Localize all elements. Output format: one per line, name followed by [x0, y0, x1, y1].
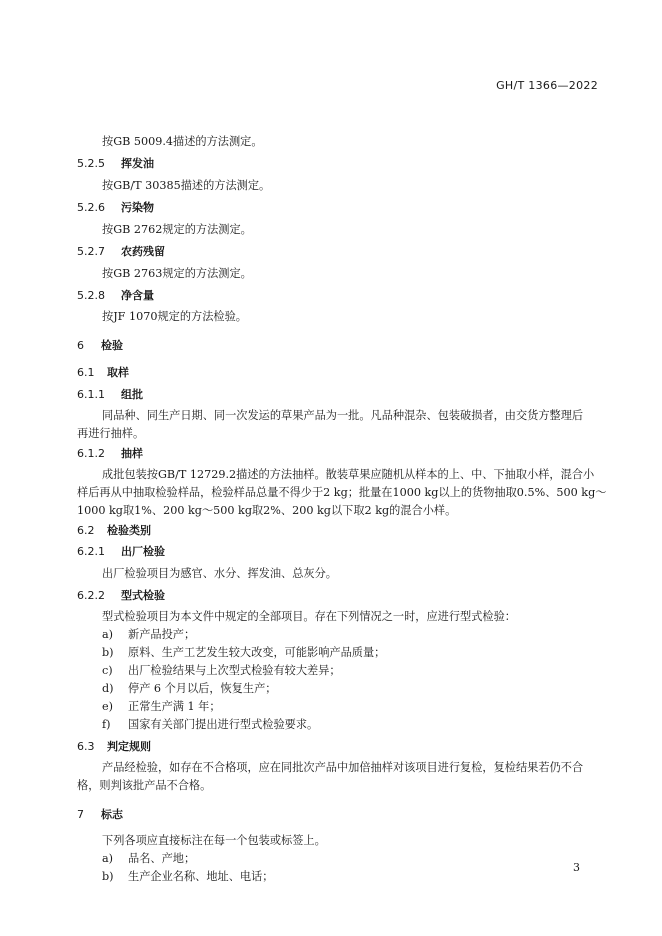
clause-number: 6.2.2	[77, 589, 105, 602]
list-item-text: 停产 6 个月以后，恢复生产；	[128, 682, 277, 695]
list-marker: a)	[102, 852, 114, 865]
list-item-text: 品名、产地；	[128, 852, 196, 865]
paragraph: 按GB/T 30385描述的方法测定。	[102, 179, 271, 192]
paragraph: 下列各项应直接标注在每一个包装或标签上。	[102, 834, 326, 847]
paragraph: 出厂检验项目为感官、水分、挥发油、总灰分。	[102, 567, 337, 580]
list-item-text: 国家有关部门提出进行型式检验要求。	[128, 718, 319, 731]
clause-title: 检验类别	[107, 524, 151, 537]
clause-heading-6-3	[77, 738, 151, 756]
clause-title: 判定规则	[107, 740, 151, 753]
clause-number: 6.1.2	[77, 447, 105, 460]
clause-heading-6-2-2	[77, 587, 165, 605]
list-item	[102, 716, 318, 734]
chapter-number: 7	[77, 808, 84, 821]
list-item-text: 正常生产满 1 年；	[128, 700, 221, 713]
clause-heading-6-2-1	[77, 543, 165, 561]
chapter-title: 检验	[101, 339, 123, 352]
paragraph: 型式检验项目为本文件中规定的全部项目。存在下列情况之一时，应进行型式检验：	[102, 610, 516, 623]
page-number: 3	[573, 861, 580, 874]
clause-number: 5.2.8	[77, 289, 105, 302]
list-marker: d)	[102, 682, 114, 695]
clause-number: 6.1.1	[77, 388, 105, 401]
paragraph-line: 再进行抽样。	[77, 427, 145, 440]
clause-title: 抽样	[121, 447, 143, 460]
clause-heading-5-2-7	[77, 243, 165, 261]
clause-heading-5-2-8	[77, 287, 154, 305]
clause-title: 农药残留	[121, 245, 165, 258]
list-marker: e)	[102, 700, 113, 713]
list-item-text: 出厂检验结果与上次型式检验有较大差异；	[128, 664, 341, 677]
list-marker: a)	[102, 628, 114, 641]
paragraph: 按GB 5009.4描述的方法测定。	[102, 135, 263, 148]
clause-number: 6.3	[77, 740, 95, 753]
list-item	[102, 662, 341, 680]
clause-heading-6-2	[77, 522, 151, 540]
list-item	[102, 626, 195, 644]
chapter-title: 标志	[101, 808, 123, 821]
paragraph: 按JF 1070规定的方法检验。	[102, 310, 247, 323]
paragraph-line: 样后再从中抽取检验样品，检验样品总量不得少于2 kg；批量在1000 kg以上的货物抽取0.5%、500 kg～	[77, 486, 607, 499]
clause-number: 6.1	[77, 366, 95, 379]
list-marker: c)	[102, 664, 113, 677]
paragraph: 按GB 2762规定的方法测定。	[102, 223, 252, 236]
list-marker: b)	[102, 870, 114, 883]
standard-code: GH/T 1366—2022	[496, 79, 598, 92]
clause-title: 型式检验	[121, 589, 165, 602]
list-item	[102, 868, 273, 886]
paragraph-line: 同品种、同生产日期、同一次发运的草果产品为一批。凡品种混杂、包装破损者，由交货方整理后	[102, 409, 584, 422]
clause-number: 6.2	[77, 524, 95, 537]
clause-heading-6-1-1	[77, 386, 143, 404]
list-item-text: 新产品投产；	[128, 628, 196, 641]
list-item	[102, 698, 221, 716]
paragraph-line: 产品经检验，如存在不合格项，应在同批次产品中加倍抽样对该项目进行复检，复检结果若仍不合	[102, 761, 584, 774]
list-item-text: 原料、生产工艺发生较大改变，可能影响产品质量；	[128, 646, 386, 659]
clause-title: 取样	[107, 366, 129, 379]
clause-heading-6-1-2	[77, 445, 143, 463]
clause-number: 6.2.1	[77, 545, 105, 558]
clause-number: 5.2.5	[77, 157, 105, 170]
paragraph-line: 1000 kg取1%、200 kg～500 kg取2%、200 kg以下取2 kg的混合小样。	[77, 504, 457, 517]
list-marker: f)	[102, 718, 111, 731]
paragraph-line: 成批包装按GB/T 12729.2描述的方法抽样。散装草果应随机从样本的上、中、下抽取小样，混合小	[102, 468, 595, 481]
list-item	[102, 850, 195, 868]
clause-number: 5.2.7	[77, 245, 105, 258]
clause-title: 挥发油	[121, 157, 154, 170]
list-item	[102, 644, 385, 662]
list-item-text: 生产企业名称、地址、电话；	[128, 870, 274, 883]
chapter-number: 6	[77, 339, 84, 352]
clause-title: 污染物	[121, 201, 154, 214]
clause-heading-6-1	[77, 364, 129, 382]
paragraph: 按GB 2763规定的方法测定。	[102, 267, 252, 280]
clause-heading-5-2-5	[77, 155, 154, 173]
clause-title: 出厂检验	[121, 545, 165, 558]
clause-title: 组批	[121, 388, 143, 401]
list-item	[102, 680, 276, 698]
paragraph-line: 格，则判该批产品不合格。	[77, 779, 212, 792]
chapter-heading-7	[77, 806, 123, 824]
list-marker: b)	[102, 646, 114, 659]
clause-number: 5.2.6	[77, 201, 105, 214]
chapter-heading-6	[77, 337, 123, 355]
clause-heading-5-2-6	[77, 199, 154, 217]
clause-title: 净含量	[121, 289, 154, 302]
